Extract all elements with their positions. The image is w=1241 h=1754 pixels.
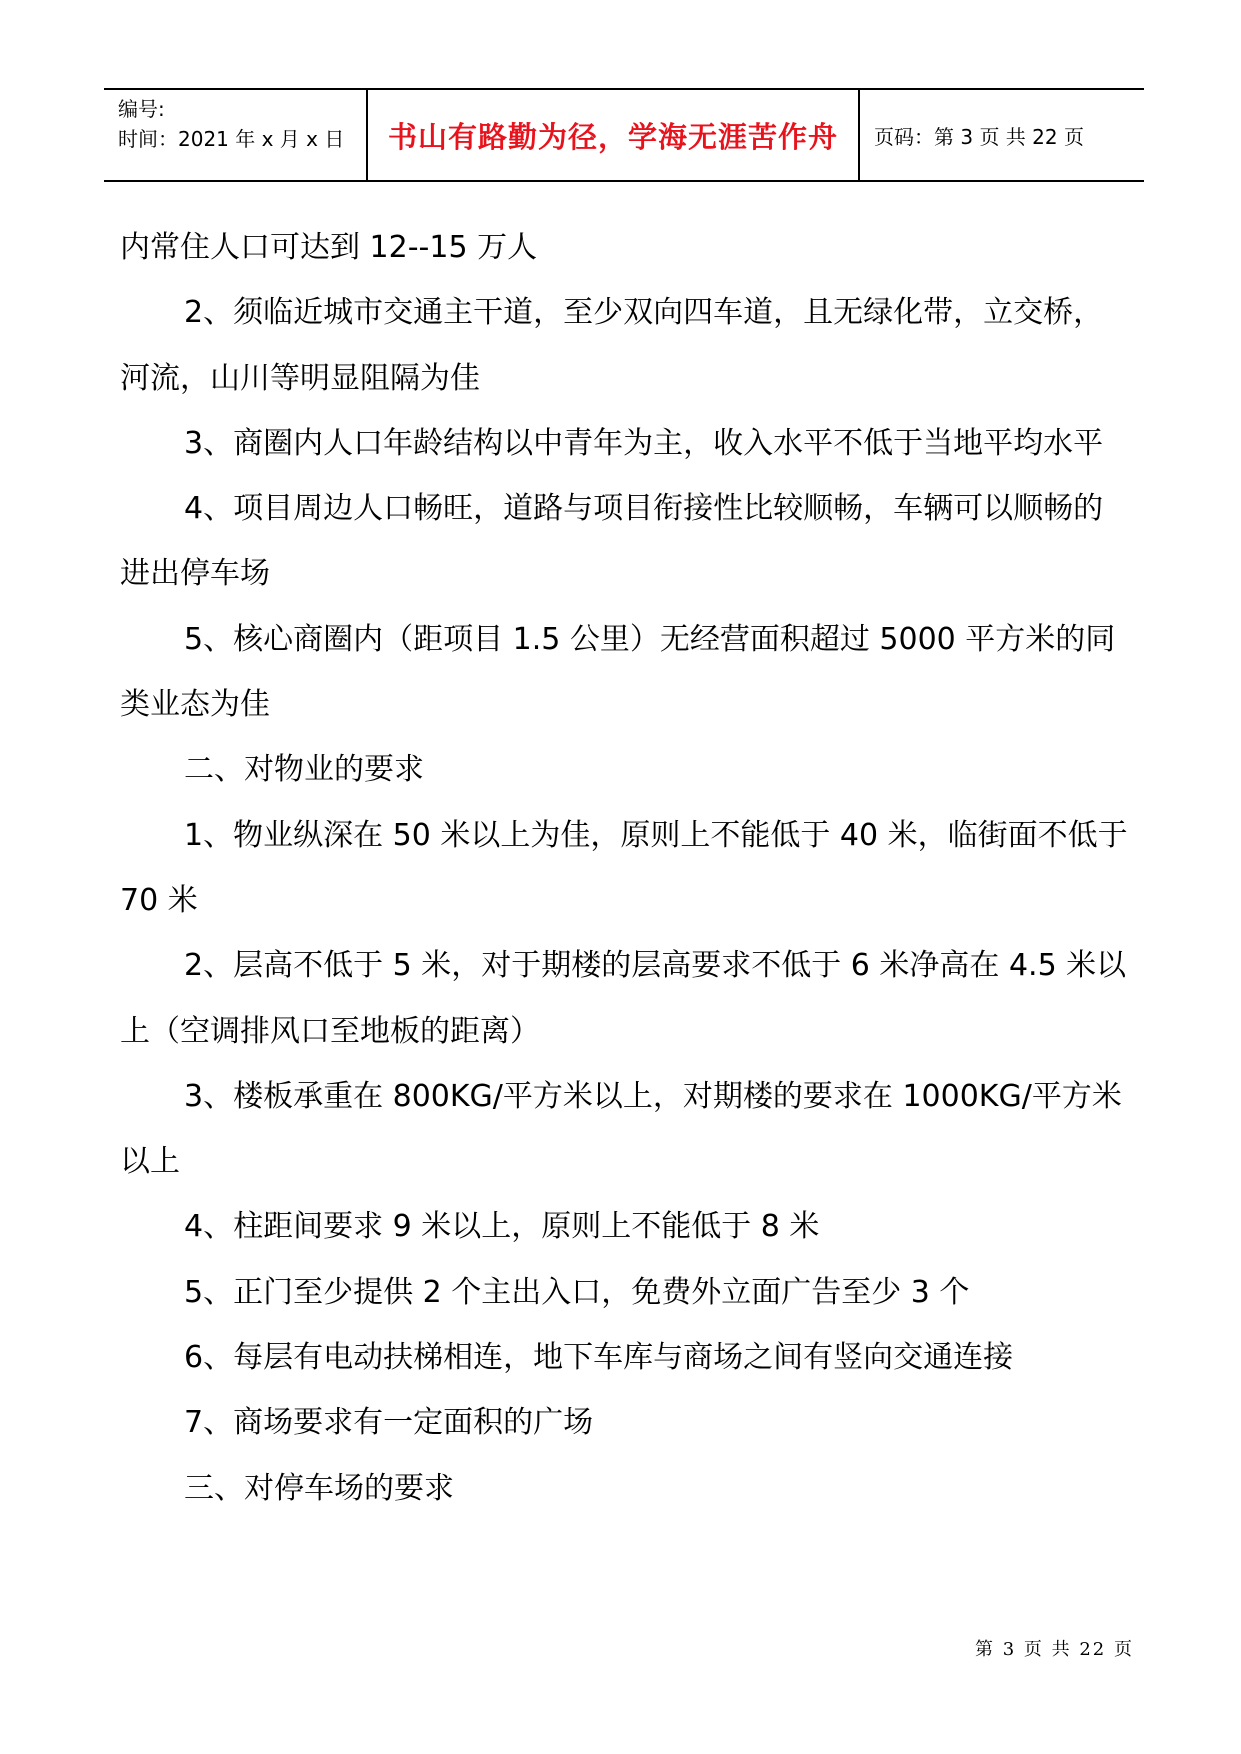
page-footer-number: 第 3 页 共 22 页 — [975, 1639, 1134, 1660]
paragraph-property-item-2: 2、层高不低于 5 米，对于期楼的层高要求不低于 6 米净高在 4.5 米以上（空调排风口至地板的距离） — [120, 948, 1127, 1049]
header-motto: 书山有路勤为径，学海无涯苦作舟 — [368, 90, 860, 180]
section-heading-parking: 三、对停车场的要求 — [184, 1470, 454, 1506]
paragraph-property-item-3: 3、楼板承重在 800KG/平方米以上，对期楼的要求在 1000KG/平方米以上 — [120, 1078, 1122, 1180]
document-number-label: 编号: — [118, 97, 165, 121]
section-heading-property: 二、对物业的要求 — [184, 752, 424, 788]
paragraph-property-item-1: 1、物业纵深在 50 米以上为佳，原则上不能低于 40 米，临街面不低于 70 米 — [120, 817, 1128, 918]
header-meta — [104, 90, 368, 180]
header-page-number: 页码：第 3 页 共 22 页 — [874, 124, 1084, 149]
document-body — [120, 215, 1130, 1521]
paragraph-location-item-2: 2、须临近城市交通主干道，至少双向四车道，且无绿化带，立交桥，河流，山川等明显阻隔为佳 — [120, 295, 1104, 396]
document-time-label: 时间：2021 年 x 月 x 日 — [118, 127, 345, 151]
paragraph-continuation: 内常住人口可达到 12--15 万人 — [120, 230, 538, 265]
paragraph-property-item-7: 7、商场要求有一定面积的广场 — [184, 1405, 594, 1441]
paragraph-location-item-5: 5、核心商圈内（距项目 1.5 公里）无经营面积超过 5000 平方米的同类业态为佳 — [120, 621, 1116, 723]
paragraph-location-item-4: 4、项目周边人口畅旺，道路与项目衔接性比较顺畅，车辆可以顺畅的进出停车场 — [120, 491, 1104, 592]
paragraph-property-item-6: 6、每层有电动扶梯相连，地下车库与商场之间有竖向交通连接 — [184, 1340, 1014, 1376]
paragraph-property-item-5: 5、正门至少提供 2 个主出入口，免费外立面广告至少 3 个 — [184, 1274, 970, 1310]
page-header — [104, 88, 1144, 182]
paragraph-property-item-4: 4、柱距间要求 9 米以上，原则上不能低于 8 米 — [184, 1209, 820, 1245]
paragraph-location-item-3: 3、商圈内人口年龄结构以中青年为主，收入水平不低于当地平均水平 — [184, 425, 1104, 461]
